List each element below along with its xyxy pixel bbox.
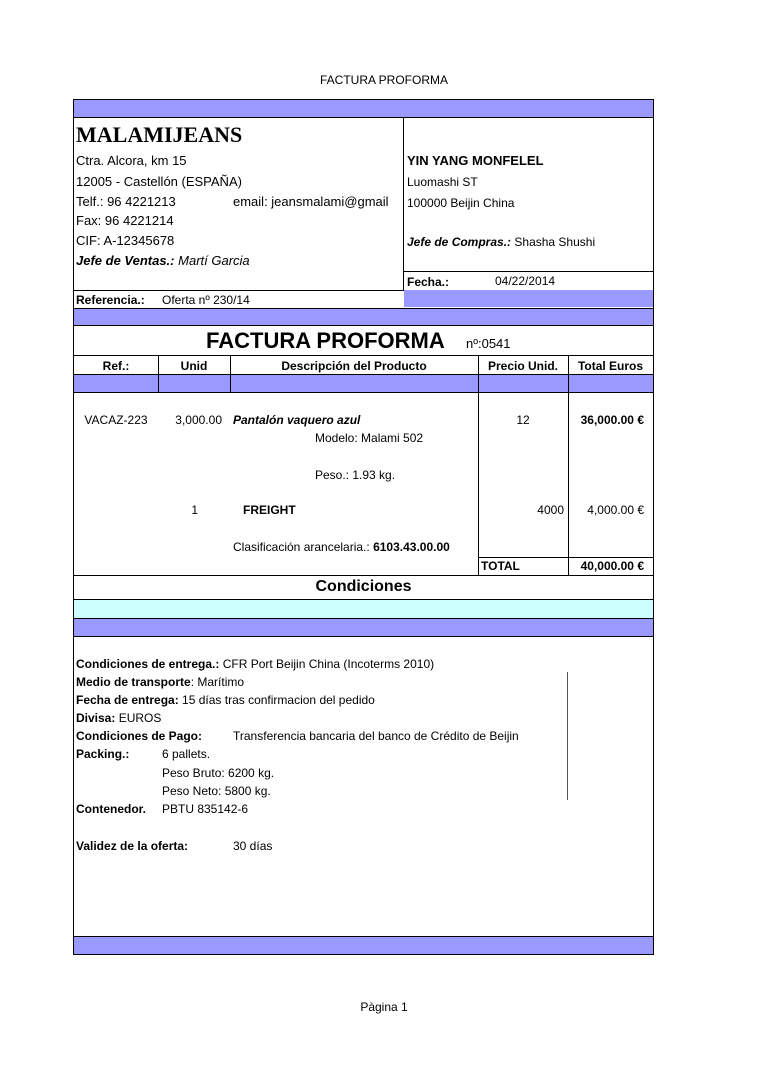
transport-value: : Marítimo [190,675,245,689]
packing-gross-weight: Peso Bruto: 6200 kg. [162,766,275,780]
container-value: PBTU 835142-6 [162,802,249,816]
item-unit-price: 12 [516,413,530,427]
divider [403,271,654,272]
currency-value: EUROS [118,711,162,725]
purchases-manager [407,235,595,249]
item-model: Modelo: Malami 502 [315,431,424,445]
col-description: Descripción del Producto [281,359,427,373]
divider [73,325,654,326]
bottom-band [74,937,653,954]
tariff-value: 6103.43.00.00 [373,540,450,554]
col-unit-price: Precio Unid. [487,359,558,373]
sales-manager-name: Martí Garcia [178,253,250,268]
divider [73,117,654,118]
tariff-label: Clasificación arancelaria.: [233,540,370,554]
delivery-date-label: Fecha de entrega: [76,693,179,707]
page-header: FACTURA PROFORMA [319,73,448,87]
divider [567,672,568,800]
freight-unid: 1 [191,503,198,517]
date-label: Fecha.: [407,275,450,289]
page-footer: Pàgina 1 [360,1000,408,1014]
seller-fax: Fax: 96 4221214 [76,213,174,228]
reference-value: Oferta nº 230/14 [162,293,250,307]
freight-description: FREIGHT [243,503,296,517]
validity-value: 30 días [233,839,273,853]
divider [403,117,404,291]
date-value: 04/22/2014 [495,274,556,288]
transport [76,675,244,689]
reference-label: Referencia.: [76,293,145,307]
sales-manager-label: Jefe de Ventas.: [76,253,175,268]
sales-manager [76,253,250,268]
invoice-title: FACTURA PROFORMA [206,328,445,353]
transport-label: Medio de transporte [76,675,191,689]
conditions-title: Condiciones [315,578,412,595]
seller-email: email: jeansmalami@gmail [233,194,389,209]
divider [73,355,654,356]
divider [478,557,654,558]
header-band [74,375,653,392]
conditions-band [74,600,653,618]
divider [568,355,569,575]
top-band [74,100,653,117]
item-description: Pantalón vaquero azul [233,413,361,427]
buyer-street: Luomashi ST [407,175,478,189]
col-total: Total Euros [577,359,644,373]
seller-phone: Telf.: 96 4221213 [76,194,176,209]
tariff [233,540,450,554]
seller-cif: CIF: A-12345678 [76,233,175,248]
packing-label: Packing.: [76,747,130,761]
delivery-date [76,693,375,707]
delivery-terms [76,657,434,671]
container-label: Contenedor. [76,802,147,816]
divider [73,575,654,576]
currency-label: Divisa: [76,711,116,725]
seller-address-2: 12005 - Castellón (ESPAÑA) [76,174,242,189]
item-total: 36,000.00 € [580,413,644,427]
divider [73,290,404,291]
divider [230,355,231,392]
divider [158,355,159,392]
item-ref: VACAZ-223 [84,413,148,427]
validity-label: Validez de la oferta: [76,839,189,853]
invoice-number: nº:0541 [466,336,511,351]
currency [76,711,161,725]
packing-pallets: 6 pallets. [162,747,211,761]
total-value: 40,000.00 € [580,559,644,573]
payment-label: Condiciones de Pago: [76,729,203,743]
seller-address-1: Ctra. Alcora, km 15 [76,153,187,168]
col-ref: Ref.: [102,359,130,373]
divider [478,355,479,575]
delivery-date-value: 15 días tras confirmacion del pedido [182,693,375,707]
divider [73,636,654,637]
purchases-manager-name: Shasha Shushi [514,235,596,249]
seller-name: MALAMIJEANS [76,122,243,147]
item-weight: Peso.: 1.93 kg. [315,468,396,482]
conditions-purple-band [74,619,653,636]
item-unid: 3,000.00 [175,413,222,427]
freight-unit-price: 4000 [537,503,564,517]
date-band [404,290,653,307]
delivery-label: Condiciones de entrega.: [76,657,220,671]
freight-total: 4,000.00 € [587,503,644,517]
col-unid: Unid [180,359,208,373]
purchases-manager-label: Jefe de Compras.: [407,235,512,249]
total-label: TOTAL [481,559,520,573]
buyer-city: 100000 Beijin China [407,196,515,210]
delivery-value: CFR Port Beijin China (Incoterms 2010) [222,657,435,671]
divider [73,392,654,393]
buyer-name: YIN YANG MONFELEL [407,153,544,168]
title-band [74,309,653,325]
payment-value: Transferencia bancaria del banco de Crédito de Beijin [233,729,519,743]
packing-net-weight: Peso Neto: 5800 kg. [162,784,271,798]
